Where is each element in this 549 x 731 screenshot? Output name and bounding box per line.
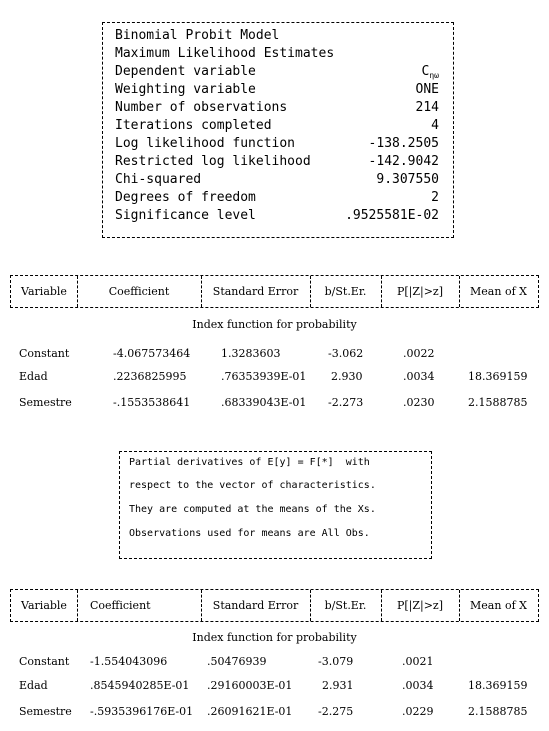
- table2-header: [10, 589, 539, 622]
- summary-row: [115, 117, 439, 135]
- cell-standard-error: 1.3283603: [221, 347, 281, 360]
- header-variable: Variable: [21, 285, 67, 298]
- dependent-variable-subscript: ηω: [429, 71, 439, 80]
- cell-mean-of-x: 18.369159: [468, 679, 528, 692]
- summary-value: ONE: [415, 82, 439, 97]
- note-line: Partial derivatives of E[y] = F[*] with: [129, 457, 370, 468]
- dependent-variable-symbol: C: [421, 64, 430, 79]
- summary-row: [115, 27, 439, 45]
- table-row: [0, 654, 549, 670]
- cell-variable: Edad: [19, 370, 48, 383]
- cell-mean-of-x: 18.369159: [468, 370, 528, 383]
- summary-row: [115, 99, 439, 117]
- cell-p-value: .0034: [403, 370, 435, 383]
- model-summary-box: [102, 22, 454, 238]
- table1-section-title: Index function for probability: [192, 318, 357, 331]
- header-standard-error: Standard Error: [212, 599, 299, 612]
- table2-section-title: Index function for probability: [192, 631, 357, 644]
- summary-row: [115, 81, 439, 99]
- table-row: [0, 678, 549, 694]
- cell-variable: Semestre: [19, 705, 72, 718]
- cell-p-value: .0230: [403, 396, 435, 409]
- cell-variable: Edad: [19, 679, 48, 692]
- summary-label: Maximum Likelihood Estimates: [115, 46, 335, 61]
- summary-label: Chi-squared: [115, 172, 202, 187]
- summary-row: [115, 135, 439, 153]
- cell-b-st-er: -2.273: [328, 396, 364, 409]
- cell-b-st-er: -2.275: [318, 705, 354, 718]
- cell-coefficient: -.5935396176E-01: [90, 705, 194, 718]
- cell-b-st-er: -3.062: [328, 347, 364, 360]
- header-mean-of-x: Mean of X: [470, 599, 527, 612]
- summary-row: [115, 153, 439, 171]
- summary-value: 4: [431, 118, 439, 133]
- cell-b-st-er: 2.931: [322, 679, 354, 692]
- header-coefficient: Coefficient: [90, 599, 151, 612]
- summary-value: -142.9042: [368, 154, 439, 169]
- cell-p-value: .0034: [402, 679, 434, 692]
- summary-label: Log likelihood function: [115, 136, 296, 151]
- cell-variable: Constant: [19, 347, 70, 360]
- cell-variable: Constant: [19, 655, 70, 668]
- summary-value: 2: [431, 190, 439, 205]
- summary-label: Degrees of freedom: [115, 190, 256, 205]
- cell-coefficient: .8545940285E-01: [90, 679, 190, 692]
- cell-coefficient: -4.067573464: [113, 347, 191, 360]
- partial-derivatives-note: [119, 451, 432, 559]
- cell-mean-of-x: 2.1588785: [468, 705, 528, 718]
- cell-coefficient: .2236825995: [113, 370, 187, 383]
- cell-p-value: .0229: [402, 705, 434, 718]
- note-line: They are computed at the means of the Xs.: [129, 504, 376, 515]
- summary-label: Dependent variable: [115, 64, 256, 79]
- header-variable: Variable: [21, 599, 67, 612]
- cell-variable: Semestre: [19, 396, 72, 409]
- note-line: Observations used for means are All Obs.: [129, 528, 370, 539]
- cell-coefficient: -.1553538641: [113, 396, 191, 409]
- cell-coefficient: -1.554043096: [90, 655, 168, 668]
- summary-row: [115, 207, 439, 225]
- summary-value: -138.2505: [368, 136, 439, 151]
- summary-row: [115, 171, 439, 189]
- header-b-st-er: b/St.Er.: [324, 285, 367, 298]
- note-line: respect to the vector of characteristics.: [129, 480, 376, 491]
- summary-label: Number of observations: [115, 100, 288, 115]
- table1-header: [10, 275, 539, 308]
- table-row: [0, 346, 549, 362]
- cell-standard-error: .76353939E-01: [221, 370, 307, 383]
- summary-label: Significance level: [115, 208, 256, 223]
- header-coefficient: Coefficient: [108, 285, 170, 298]
- cell-standard-error: .29160003E-01: [207, 679, 293, 692]
- header-p-value: P[|Z|>z]: [396, 599, 444, 612]
- header-p-value: P[|Z|>z]: [396, 285, 444, 298]
- summary-label: Weighting variable: [115, 82, 256, 97]
- header-standard-error: Standard Error: [212, 285, 299, 298]
- cell-standard-error: .26091621E-01: [207, 705, 293, 718]
- summary-value: 214: [415, 100, 439, 115]
- cell-standard-error: .68339043E-01: [221, 396, 307, 409]
- cell-b-st-er: 2.930: [331, 370, 363, 383]
- table-row: [0, 704, 549, 720]
- cell-p-value: .0021: [402, 655, 434, 668]
- table-row: [0, 369, 549, 385]
- summary-value: 9.307550: [376, 172, 439, 187]
- header-mean-of-x: Mean of X: [470, 285, 527, 298]
- summary-label: Binomial Probit Model: [115, 28, 280, 43]
- summary-value: .9525581E-02: [345, 208, 439, 223]
- header-b-st-er: b/St.Er.: [324, 599, 367, 612]
- summary-label: Iterations completed: [115, 118, 272, 133]
- summary-row: [115, 63, 439, 81]
- summary-row: [115, 45, 439, 63]
- cell-b-st-er: -3.079: [318, 655, 354, 668]
- cell-standard-error: .50476939: [207, 655, 267, 668]
- cell-p-value: .0022: [403, 347, 435, 360]
- summary-row: [115, 189, 439, 207]
- cell-mean-of-x: 2.1588785: [468, 396, 528, 409]
- summary-label: Restricted log likelihood: [115, 154, 311, 169]
- table-row: [0, 395, 549, 411]
